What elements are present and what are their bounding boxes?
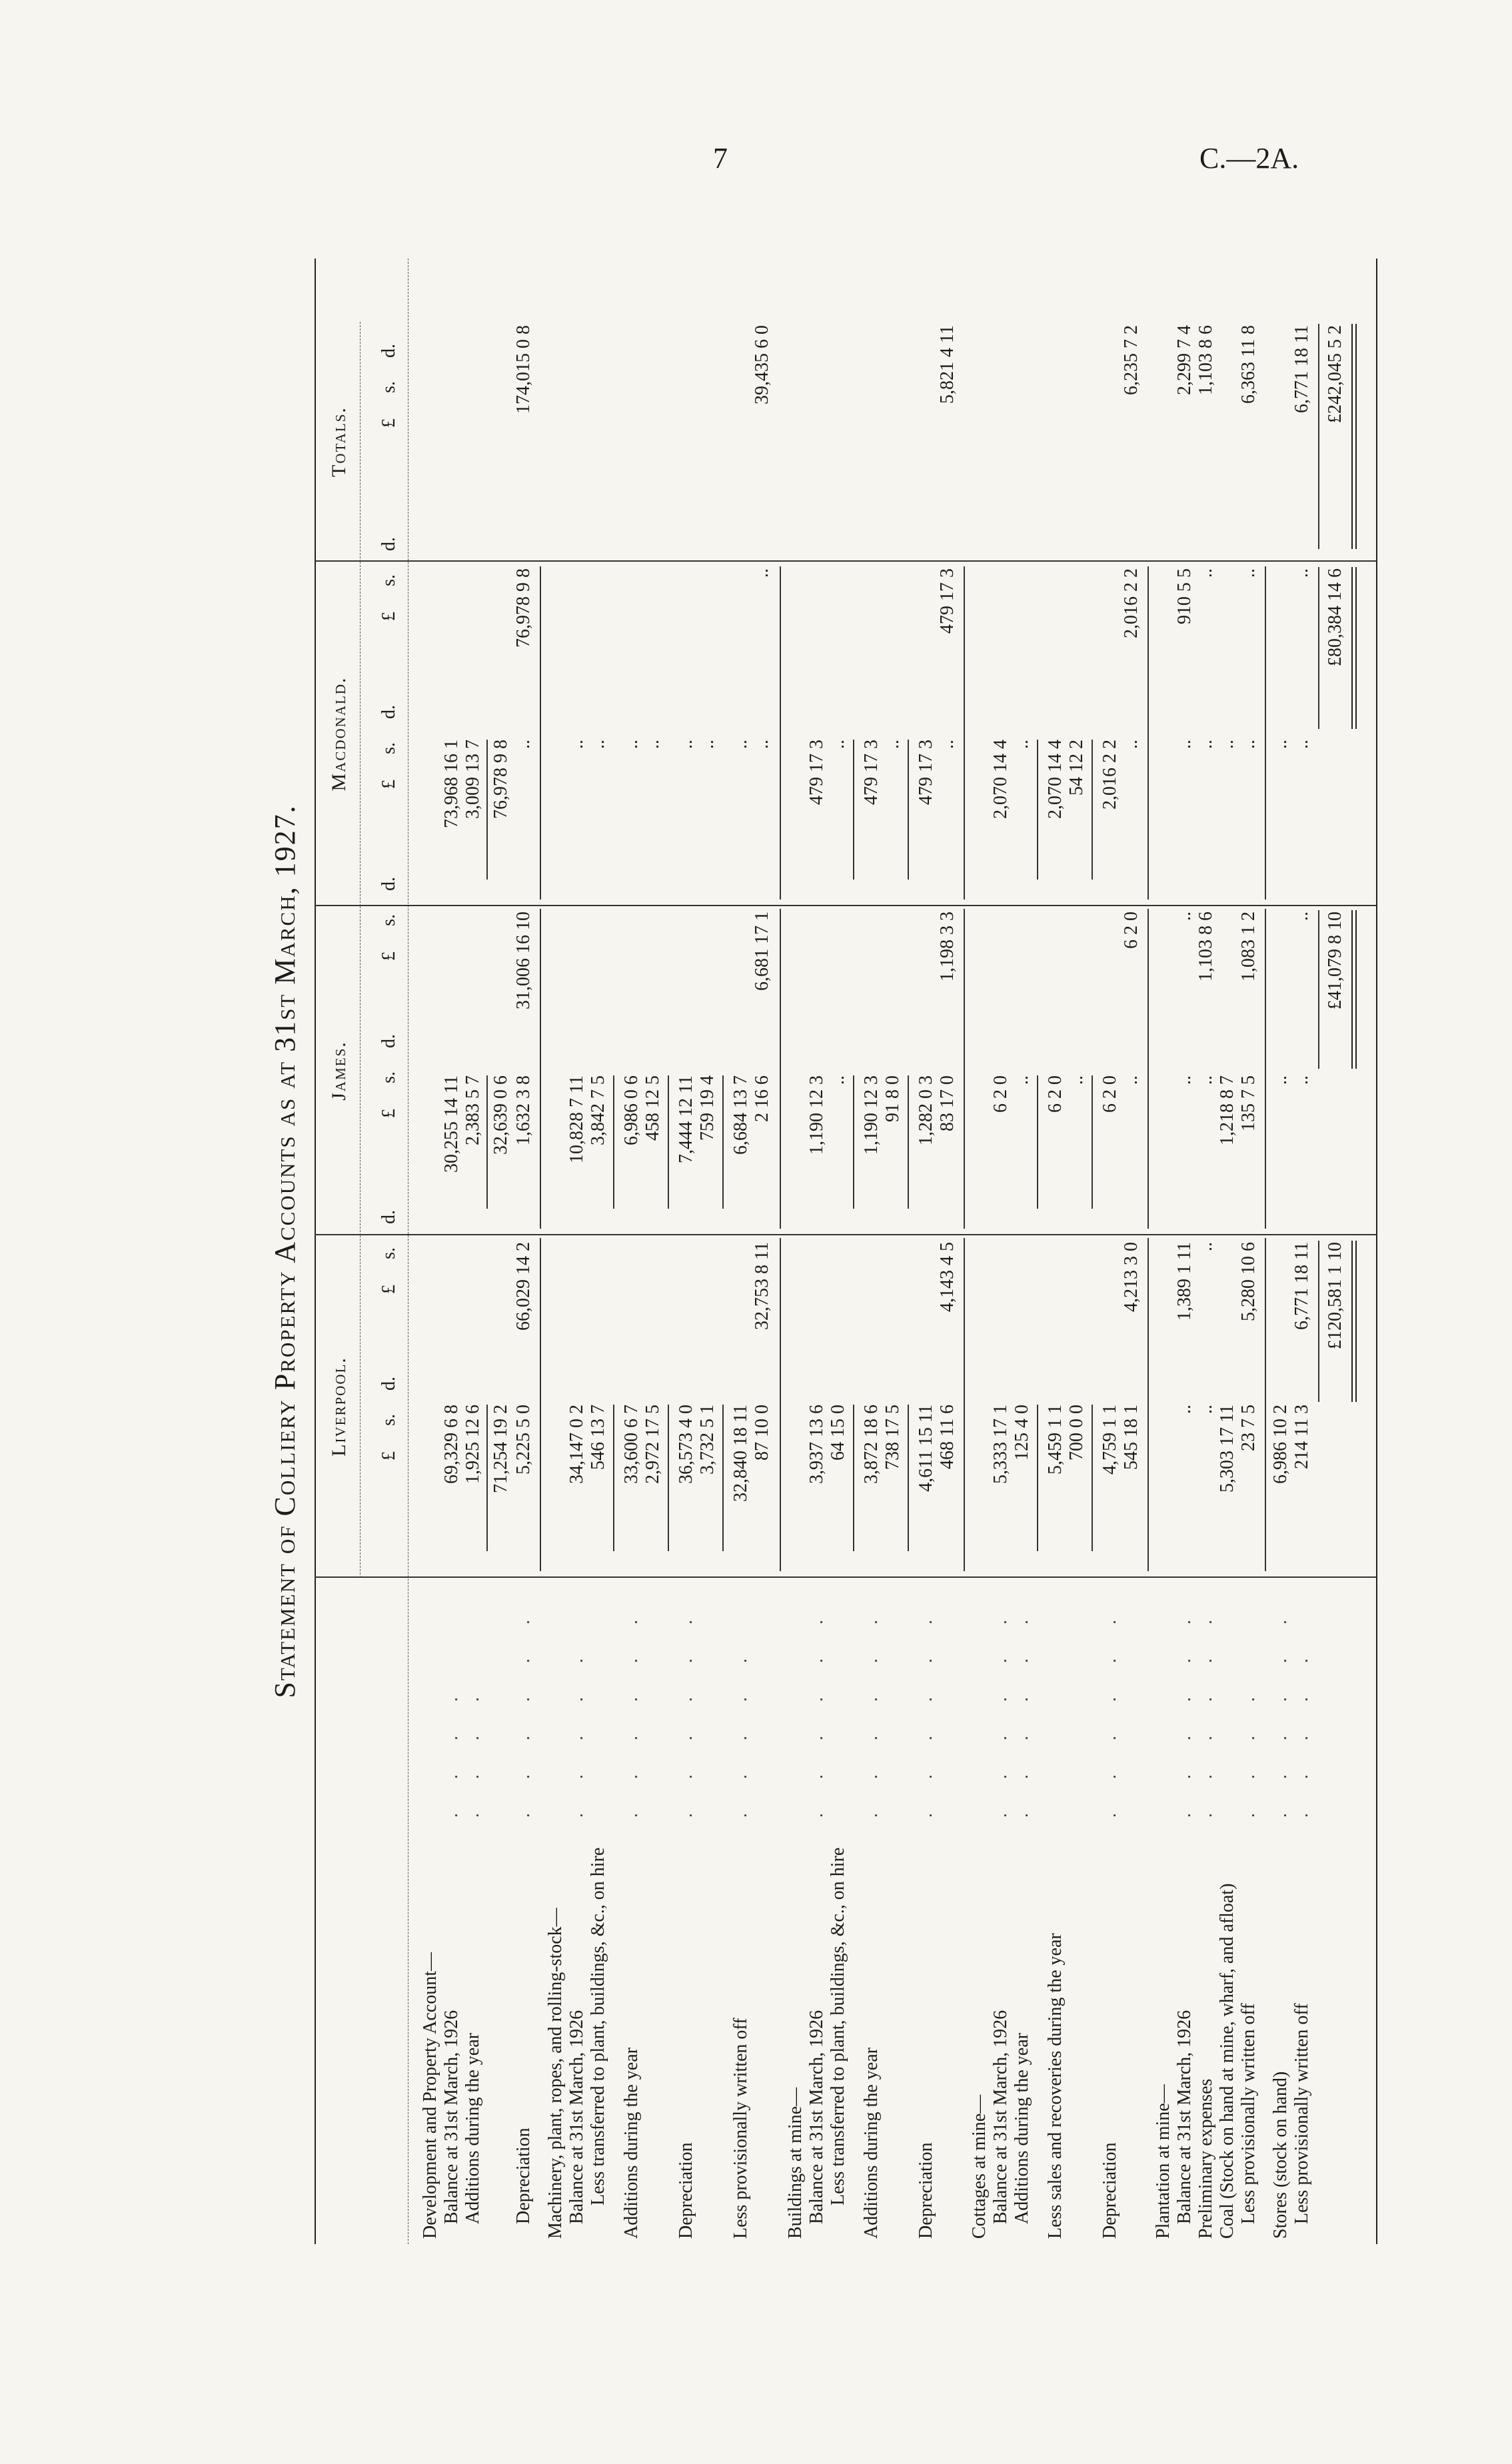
leader-dots: . . . . .: [566, 1644, 587, 1818]
james-item: 6 2 0: [1045, 1075, 1066, 1113]
macdonald-net: 910 5 5: [1174, 568, 1195, 624]
row-label: Additions during the year: [861, 2048, 882, 2239]
liverpool-item: 4,759 1 1: [1100, 1405, 1120, 1475]
total-rule: [1318, 910, 1319, 1069]
liverpool-item: 2,972 17 5: [642, 1405, 663, 1484]
macdonald-item: 3,009 13 7: [462, 740, 483, 819]
leader-dots: . . . . . .: [916, 1605, 936, 1818]
table-row: [1238, 259, 1261, 2244]
liverpool-item: 4,611 15 11: [916, 1405, 936, 1492]
table-row: [1100, 259, 1122, 2244]
macdonald-item: 479 17 3: [916, 740, 936, 805]
table-row: [1217, 259, 1239, 2244]
liverpool-item: 3,872 18 6: [861, 1405, 882, 1484]
subtotal-rule: [853, 1075, 854, 1209]
macdonald-item: 479 17 3: [806, 740, 827, 805]
units-liverpool-a: [378, 1377, 400, 1571]
macdonald-item: ..: [1291, 740, 1312, 749]
liverpool-item: 69,329 6 8: [441, 1405, 462, 1484]
james-item: 3,842 7 5: [588, 1075, 608, 1145]
macdonald-item: 479 17 3: [861, 740, 882, 805]
section-rule: [964, 1238, 965, 1571]
liverpool-item: 5,333 17 1: [990, 1405, 1011, 1484]
unit-shilling: s.: [378, 914, 399, 926]
row-total: 174,015 0 8: [513, 325, 534, 414]
james-item: ..: [1291, 1075, 1312, 1085]
unit-pence: d.: [378, 1210, 399, 1224]
double-rule: [1351, 910, 1357, 1069]
liverpool-item: 5,459 1 1: [1045, 1405, 1066, 1475]
subtotal-rule: [613, 1405, 614, 1551]
subtotal-rule: [486, 1405, 488, 1551]
row-label: Additions during the year: [1012, 2033, 1032, 2224]
leader-dots: . . . . . .: [621, 1605, 642, 1818]
unit-pence: d.: [378, 1377, 399, 1391]
table-row: [588, 259, 610, 2244]
table-row: [545, 259, 568, 2244]
james-item: 135 7 5: [1238, 1075, 1259, 1131]
table-top-rule: [315, 259, 316, 2244]
row-label: Depreciation: [676, 2142, 696, 2239]
section-rule: [540, 1238, 541, 1571]
row-label: Less provisionally written off: [730, 2018, 751, 2239]
macdonald-item: 73,968 16 1: [441, 740, 462, 828]
double-rule: [1351, 324, 1357, 549]
subtotal-rule: [853, 740, 854, 880]
liverpool-net: 5,280 10 6: [1238, 1242, 1259, 1321]
leader-dots: . . . .: [441, 1682, 462, 1818]
macdonald-net: 76,978 9 8: [513, 568, 534, 648]
macdonald-item: ..: [1174, 740, 1195, 749]
row-label: Stores (stock on hand): [1270, 2071, 1291, 2239]
leader-dots: . . . . . .: [513, 1605, 534, 1818]
unit-pence: d.: [378, 877, 399, 891]
subtotal-rule: [1037, 1405, 1038, 1551]
subtotal-rule: [668, 1405, 669, 1551]
subtotal-rule: [1092, 1075, 1093, 1209]
james-item: 1,190 12 3: [806, 1075, 827, 1155]
james-item: ..: [828, 1075, 848, 1085]
subtotal-rule: [613, 1075, 614, 1209]
liverpool-item: 125 4 0: [1012, 1405, 1032, 1461]
liverpool-grand-total: £120,581 1 10: [1325, 1242, 1345, 1349]
james-net: 1,083 1 2: [1238, 912, 1259, 981]
macdonald-item: ..: [937, 740, 958, 749]
row-label: Machinery, plant, ropes, and rolling-stock—: [545, 1908, 566, 2239]
leader-dots: . . . . . .: [990, 1605, 1011, 1818]
macdonald-item: ..: [1012, 740, 1032, 749]
grand-total-row: [1325, 259, 1347, 2244]
units-james-b: [378, 877, 400, 1071]
section-rule: [780, 1238, 781, 1571]
james-net: 1,103 8 6: [1195, 912, 1216, 981]
row-label: Less transferred to plant, buildings, &c., on hire: [828, 1847, 848, 2205]
james-item: ..: [1012, 1075, 1032, 1085]
macdonald-item: ..: [1238, 740, 1259, 749]
subtotal-rule: [668, 1075, 669, 1209]
macdonald-item: 2,070 14 4: [990, 740, 1011, 819]
liverpool-net: 66,029 14 2: [513, 1242, 534, 1331]
row-total: 1,103 8 6: [1195, 325, 1216, 395]
james-item: ..: [1270, 1075, 1291, 1085]
liverpool-item: 468 11 6: [937, 1405, 958, 1469]
total-rule: [1318, 567, 1319, 729]
unit-shilling: s.: [378, 574, 399, 586]
row-label: Buildings at mine—: [785, 2087, 806, 2239]
james-item: 1,190 12 3: [861, 1075, 882, 1155]
table-row: [642, 259, 665, 2244]
row-label: Additions during the year: [621, 2048, 642, 2239]
liverpool-net: 4,143 4 5: [937, 1242, 958, 1312]
liverpool-item: 87 10 0: [752, 1405, 772, 1461]
table-row: [513, 259, 536, 2244]
james-item: 83 17 0: [937, 1075, 958, 1131]
section-rule: [964, 566, 965, 900]
subtotal-rule: [853, 1405, 854, 1551]
liverpool-item: ..: [1174, 1405, 1195, 1414]
macdonald-item: ..: [1217, 740, 1237, 749]
james-net: ..: [1174, 912, 1195, 921]
row-label: Balance at 31st March, 1926: [990, 2010, 1011, 2224]
subtotal-rule: [722, 1405, 724, 1551]
james-item: 1,218 8 7: [1217, 1075, 1237, 1145]
table-row: [937, 259, 960, 2244]
macdonald-item: ..: [588, 740, 608, 749]
macdonald-item: ..: [828, 740, 848, 749]
table-row: [1270, 259, 1293, 2244]
james-item: 6 2 0: [1100, 1075, 1120, 1113]
table-row: [462, 259, 485, 2244]
page-number: 7: [713, 142, 728, 175]
subtotal-rule: [486, 740, 488, 880]
subtotal-rule: [908, 1405, 909, 1551]
table-row: [697, 259, 720, 2244]
subtotal-rule: [1037, 740, 1038, 880]
macdonald-item: ..: [621, 740, 642, 749]
liverpool-net: 32,753 8 11: [752, 1242, 772, 1330]
james-net: 6,681 17 1: [752, 912, 772, 991]
macdonald-net: ..: [1291, 568, 1312, 578]
james-item: ..: [1174, 1075, 1195, 1085]
macdonald-item: 2,016 2 2: [1100, 740, 1120, 810]
leader-dots: . . . . . .: [1012, 1605, 1032, 1818]
james-item: ..: [1121, 1075, 1141, 1085]
liverpool-head-rule: [360, 1235, 361, 1578]
section-rule: [1147, 566, 1149, 900]
table-row: [916, 259, 938, 2244]
liverpool-item: 546 13 7: [588, 1405, 608, 1470]
macdonald-item: 76,978 9 8: [490, 740, 511, 819]
liverpool-item: 545 18 1: [1121, 1405, 1141, 1470]
subtotal-rule: [486, 1075, 488, 1209]
double-rule: [1351, 1241, 1357, 1402]
macdonald-item: ..: [566, 740, 587, 749]
james-item: 32,639 0 6: [490, 1075, 511, 1155]
leader-dots: . . . .: [462, 1682, 483, 1818]
totals-head-rule: [360, 322, 361, 562]
macdonald-item: ..: [882, 740, 903, 749]
james-item: 30,255 14 11: [441, 1075, 462, 1173]
leader-dots: . . . . . .: [806, 1605, 827, 1818]
section-rule: [540, 909, 541, 1229]
col-head-james: James.: [328, 1041, 350, 1101]
row-label: Preliminary expenses: [1195, 2078, 1216, 2239]
liverpool-net: ..: [1195, 1242, 1216, 1251]
macdonald-item: ..: [513, 740, 534, 749]
james-item: 6 2 0: [990, 1075, 1011, 1113]
macdonald-item: ..: [1270, 740, 1291, 749]
unit-shilling: s.: [378, 1071, 399, 1083]
macdonald-item: ..: [676, 740, 696, 749]
unit-pound: £: [378, 1451, 399, 1461]
leader-dots: . . . . . .: [861, 1605, 882, 1818]
unit-pound: £: [378, 612, 399, 621]
table-row: [1121, 259, 1143, 2244]
james-item: 7,444 12 11: [676, 1075, 696, 1163]
james-net: 1,198 3 3: [937, 912, 958, 981]
leader-dots: . . . . . .: [676, 1605, 696, 1818]
liverpool-item: 32,840 18 11: [730, 1405, 751, 1502]
james-net: 31,006 16 10: [513, 912, 534, 1009]
row-label: Less provisionally written off: [1291, 2003, 1312, 2224]
james-item: 1,632 3 8: [513, 1075, 534, 1145]
col-head-totals: Totals.: [328, 406, 350, 477]
row-label: Additions during the year: [462, 2033, 483, 2224]
james-net: ..: [1291, 912, 1312, 921]
unit-pound: £: [378, 1285, 399, 1294]
macdonald-item: ..: [1121, 740, 1141, 749]
table-row: [882, 259, 905, 2244]
james-item: 2 16 6: [752, 1075, 772, 1122]
col-head-liverpool: Liverpool.: [328, 1357, 350, 1457]
unit-shilling: s.: [378, 1247, 399, 1259]
table-row: [1153, 259, 1175, 2244]
liverpool-item: 3,937 13 6: [806, 1405, 827, 1484]
macdonald-net: 479 17 3: [937, 568, 958, 634]
liverpool-item: 34,147 0 2: [566, 1405, 587, 1484]
row-total: 2,299 7 4: [1174, 325, 1195, 395]
macdonald-item: ..: [752, 740, 772, 749]
table-row: [1174, 259, 1197, 2244]
liverpool-item: 36,573 4 0: [676, 1405, 696, 1484]
james-item: 1,282 0 3: [916, 1075, 936, 1145]
row-label: Less provisionally written off: [1238, 2003, 1259, 2224]
liverpool-item: 738 17 5: [882, 1405, 903, 1470]
subtotal-rule: [1092, 740, 1093, 880]
subtotal-rule: [908, 1075, 909, 1209]
unit-shilling: s.: [378, 381, 399, 393]
james-item: 759 19 4: [697, 1075, 718, 1141]
table-row: [676, 259, 698, 2244]
table-row: [1195, 259, 1218, 2244]
unit-pound: £: [378, 780, 399, 789]
row-label: Less transferred to plant, buildings, &c., on hire: [588, 1847, 608, 2205]
unit-shilling: s.: [378, 1414, 399, 1426]
document-reference: C.—2A.: [1199, 142, 1299, 175]
row-label: Development and Property Account—: [420, 1952, 440, 2239]
leader-dots: . . . . .: [1291, 1644, 1312, 1818]
section-rule: [540, 566, 541, 900]
row-total: 6,771 18 11: [1291, 325, 1312, 413]
liverpool-item: 3,732 5 1: [697, 1405, 718, 1475]
row-total: 6,235 7 2: [1121, 325, 1141, 395]
unit-pence: d.: [378, 1034, 399, 1048]
row-label: Less sales and recoveries during the year: [1045, 1933, 1066, 2239]
table-row: [752, 259, 774, 2244]
section-rule: [964, 909, 965, 1229]
subtotal-rule: [908, 740, 909, 880]
james-item: 10,828 7 11: [566, 1075, 587, 1163]
row-total: 39,435 6 0: [752, 325, 772, 404]
leader-dots: . . . . .: [730, 1644, 751, 1818]
row-label: Plantation at mine—: [1153, 2084, 1173, 2239]
total-rule: [1318, 324, 1319, 549]
units-macdonald-a: [378, 705, 400, 900]
table-row: [990, 259, 1013, 2244]
unit-pound: £: [378, 418, 399, 428]
liverpool-item: 700 0 0: [1066, 1405, 1087, 1461]
james-item: 2,383 5 7: [462, 1075, 483, 1145]
double-rule: [1351, 567, 1357, 729]
grand-total: £242,045 5 2: [1325, 325, 1345, 423]
table-row: [1291, 259, 1314, 2244]
table-row: [566, 259, 589, 2244]
row-total: 5,821 4 11: [937, 325, 958, 404]
liverpool-item: 33,600 6 7: [621, 1405, 642, 1484]
subtotal-rule: [722, 1075, 724, 1209]
row-label: Balance at 31st March, 1926: [806, 2010, 827, 2224]
james-item: 91 8 0: [882, 1075, 903, 1122]
table-row: [861, 259, 884, 2244]
unit-shilling: s.: [378, 742, 399, 754]
table-row: [969, 259, 992, 2244]
macdonald-net: 2,016 2 2: [1121, 568, 1141, 638]
macdonald-head-rule: [360, 562, 361, 906]
liverpool-item: 6,986 10 2: [1270, 1405, 1291, 1484]
liverpool-net: 4,213 3 0: [1121, 1242, 1141, 1312]
table-row: [806, 259, 829, 2244]
section-rule: [1265, 1238, 1266, 1571]
macdonald-item: ..: [642, 740, 663, 749]
table-row: [441, 259, 464, 2244]
leader-dots: . . . .: [1238, 1682, 1259, 1818]
table-row: [621, 259, 644, 2244]
james-item: 458 12 5: [642, 1075, 663, 1141]
col-head-macdonald: Macdonald.: [328, 676, 350, 792]
row-label: Depreciation: [513, 2128, 534, 2224]
table-row: [1045, 259, 1068, 2244]
macdonald-item: 2,070 14 4: [1045, 740, 1066, 819]
statement-title: Statement of Colliery Property Accounts as at 31st March, 1927.: [269, 804, 301, 1698]
leader-dots: . . . . . .: [1100, 1605, 1120, 1818]
table-row: [490, 259, 513, 2244]
table-bottom-rule: [1376, 259, 1377, 2244]
liverpool-item: 214 11 3: [1291, 1405, 1312, 1469]
macdonald-item: ..: [730, 740, 751, 749]
leader-dots: . . . . . .: [1270, 1605, 1291, 1818]
unit-pence: d.: [378, 705, 399, 719]
liverpool-net: 6,771 18 11: [1291, 1242, 1312, 1330]
table-row: [1066, 259, 1089, 2244]
james-grand-total: £41,079 8 10: [1325, 912, 1345, 1009]
section-rule: [780, 909, 781, 1229]
macdonald-item: ..: [1195, 740, 1216, 749]
liverpool-item: 1,925 12 6: [462, 1405, 483, 1484]
units-liverpool-b: [378, 1210, 400, 1405]
macdonald-item: 54 12 2: [1066, 740, 1087, 796]
table-row: [1012, 259, 1034, 2244]
james-item: ..: [1066, 1075, 1087, 1085]
macdonald-item: ..: [697, 740, 718, 749]
liverpool-net: 1,389 1 11: [1174, 1242, 1195, 1321]
section-rule: [1147, 909, 1149, 1229]
units-macdonald-b: [378, 537, 400, 732]
macdonald-net: ..: [752, 568, 772, 578]
unit-pence: d.: [378, 537, 399, 551]
row-total: 6,363 11 8: [1238, 325, 1259, 404]
unit-pence: d.: [378, 344, 399, 358]
row-label: Cottages at mine—: [969, 2094, 990, 2239]
row-label: Depreciation: [916, 2142, 936, 2239]
james-item: 6,684 13 7: [730, 1075, 751, 1155]
james-item: ..: [1195, 1075, 1216, 1085]
row-label: Depreciation: [1100, 2142, 1120, 2239]
macdonald-grand-total: £80,384 14 6: [1325, 568, 1345, 666]
liverpool-item: 71,254 19 2: [490, 1405, 511, 1493]
macdonald-net: ..: [1195, 568, 1216, 578]
section-rule: [1265, 909, 1266, 1229]
row-label: Coal (Stock on hand at mine, wharf, and afloat): [1217, 1883, 1237, 2239]
unit-pound: £: [378, 1109, 399, 1118]
unit-pound: £: [378, 951, 399, 961]
table-row: [828, 259, 850, 2244]
leader-dots: . . . . . .: [1174, 1605, 1195, 1818]
subtotal-rule: [1092, 1405, 1093, 1551]
liverpool-item: 5,303 17 11: [1217, 1405, 1237, 1493]
rotated-table: [267, 259, 1453, 2244]
row-label: Balance at 31st March, 1926: [566, 2010, 587, 2224]
liverpool-item: 5,225 5 0: [513, 1405, 534, 1475]
liverpool-item: 64 15 0: [828, 1405, 848, 1461]
james-item: 6,986 0 6: [621, 1075, 642, 1145]
section-rule: [1147, 1238, 1149, 1571]
row-label: Balance at 31st March, 1926: [1174, 2010, 1195, 2224]
total-rule: [1318, 1241, 1319, 1402]
liverpool-item: 23 7 5: [1238, 1405, 1259, 1451]
section-rule: [780, 566, 781, 900]
table-row: [785, 259, 808, 2244]
table-row: [730, 259, 753, 2244]
section-rule: [1265, 566, 1266, 900]
leader-dots: . . . . . .: [1195, 1605, 1216, 1818]
units-totals: [378, 344, 400, 538]
macdonald-net: ..: [1238, 568, 1259, 578]
subtotal-rule: [1037, 1075, 1038, 1209]
table-row: [420, 259, 442, 2244]
james-head-rule: [360, 906, 361, 1235]
liverpool-item: ..: [1195, 1405, 1216, 1414]
row-label: Balance at 31st March, 1926: [441, 2010, 462, 2224]
james-net: 6 2 0: [1121, 912, 1141, 949]
